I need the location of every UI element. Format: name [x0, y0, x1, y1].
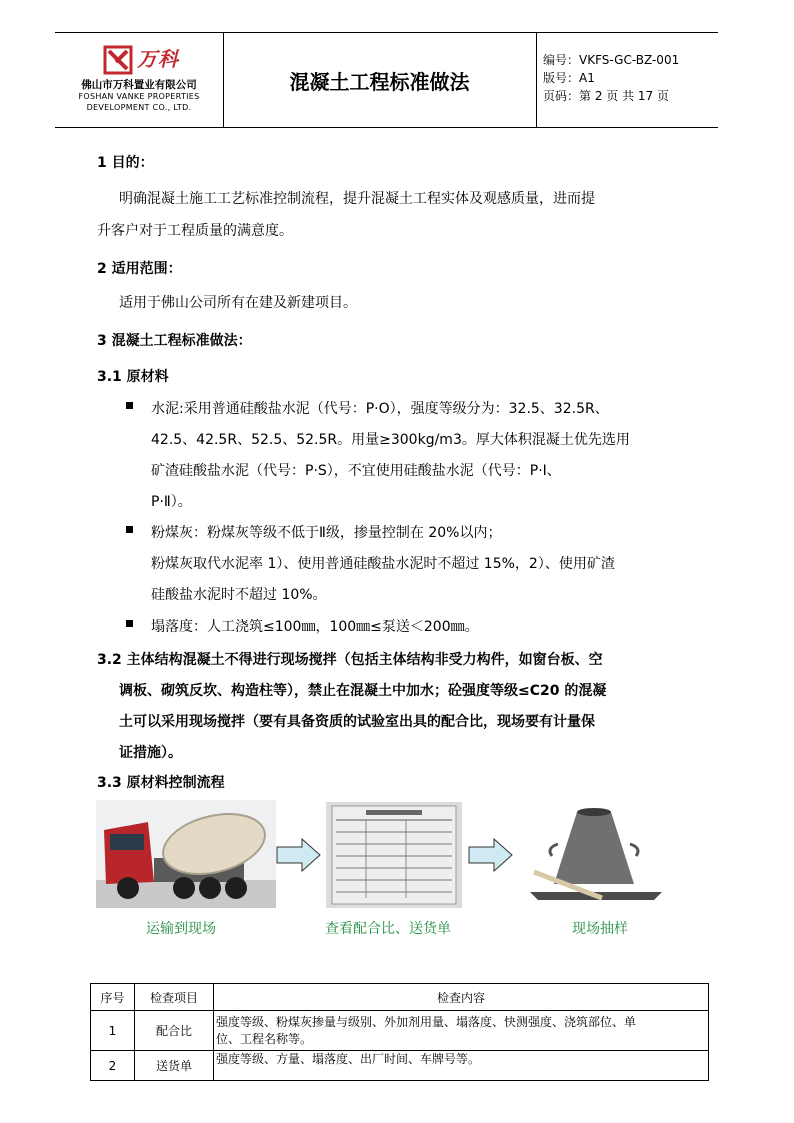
flow-arrow-icon	[276, 838, 322, 872]
document-title: 混凝土工程标准做法	[289, 70, 470, 94]
vanke-logo-icon	[103, 45, 133, 75]
document-header	[55, 32, 718, 128]
table-row	[91, 1011, 709, 1051]
section-3-2-line: 土可以采用现场搅拌（要有具备资质的试验室出具的配合比，现场要有计量保	[119, 714, 595, 730]
table-cell-content	[214, 1051, 709, 1081]
bullet-square-icon	[126, 526, 133, 533]
section-1-heading: 1 目的：	[97, 155, 154, 171]
table-header-row	[91, 984, 709, 1011]
company-name-cn: 佛山市万科置业有限公司	[81, 79, 197, 91]
flyash-line: 粉煤灰取代水泥率 1）、使用普通硅酸盐水泥时不超过 15%，2）、使用矿渣	[151, 556, 615, 572]
bullet-square-icon	[126, 620, 133, 627]
company-name-en-line2: DEVELOPMENT CO., LTD.	[86, 103, 192, 112]
table-cell-content-line: 强度等级、方量、塌落度、出厂时间、车牌号等。	[216, 1052, 481, 1066]
section-3-2-line: 证措施）。	[119, 745, 182, 761]
logo-brand-text: 万科	[137, 47, 179, 71]
table-cell-content-line: 位、工程名称等。	[216, 1031, 313, 1046]
table-cell-content-line: 强度等级、粉煤灰掺量与级别、外加剂用量、塌落度、快测强度、浇筑部位、单	[216, 1014, 637, 1029]
cement-line: P·Ⅱ）。	[151, 494, 192, 510]
section-3-2-line: 3.2 主体结构混凝土不得进行现场搅拌（包括主体结构非受力构件，如窗台板、空	[97, 652, 603, 668]
company-name-en-line1: FOSHAN VANKE PROPERTIES	[78, 92, 200, 101]
bullet-square-icon	[126, 402, 133, 409]
slump-line: 塌落度：人工浇筑≤100㎜，100㎜≤泵送＜200㎜。	[151, 619, 479, 635]
flow-caption-transport: 运输到现场	[146, 921, 216, 937]
section-1-line: 明确混凝土施工工艺标准控制流程，提升混凝土工程实体及观感质量，进而提	[119, 191, 595, 207]
section-3-2-line: 调板、砌筑反坎、构造柱等），禁止在混凝土中加水；砼强度等级≤C20 的混凝	[119, 683, 607, 699]
table-row	[91, 1051, 709, 1081]
table-cell-item: 配合比	[135, 1011, 214, 1051]
doc-number: 编号：VKFS-GC-BZ-001	[543, 53, 680, 67]
delivery-note-photo	[326, 802, 462, 908]
inspection-table	[90, 983, 709, 1081]
table-cell-content	[214, 1011, 709, 1051]
flow-caption-check-docs: 查看配合比、送货单	[325, 921, 451, 937]
table-header-content: 检查内容	[214, 984, 709, 1011]
document-meta	[543, 51, 679, 105]
cement-line: 42.5、42.5R、52.5、52.5R。用量≥300kg/m3。厚大体积混凝土优先选用	[151, 432, 630, 448]
doc-version: 版号：A1	[543, 71, 595, 85]
flyash-line: 粉煤灰：粉煤灰等级不低于Ⅱ级，掺量控制在 20%以内；	[151, 525, 502, 541]
section-2-heading: 2 适用范围：	[97, 261, 182, 277]
flow-caption-sampling: 现场抽样	[572, 921, 628, 937]
table-cell-no: 1	[91, 1011, 135, 1051]
cement-line: 水泥:采用普通硅酸盐水泥（代号：P·O），强度等级分为：32.5、32.5R、	[151, 401, 609, 417]
section-3-heading: 3 混凝土工程标准做法：	[97, 333, 252, 349]
section-1-line: 升客户对于工程质量的满意度。	[97, 223, 293, 239]
cement-line: 矿渣硅酸盐水泥（代号：P·S），不宜使用硅酸盐水泥（代号：P·Ⅰ、	[151, 463, 561, 479]
flyash-line: 硅酸盐水泥时不超过 10%。	[151, 587, 327, 603]
table-header-no: 序号	[91, 984, 135, 1011]
table-cell-no: 2	[91, 1051, 135, 1081]
section-2-line: 适用于佛山公司所有在建及新建项目。	[119, 295, 357, 311]
flow-arrow-icon	[468, 838, 514, 872]
concrete-truck-photo	[96, 800, 276, 908]
company-logo-block	[55, 33, 223, 127]
table-cell-item: 送货单	[135, 1051, 214, 1081]
section-3-1-heading: 3.1 原材料	[97, 369, 169, 385]
table-header-item: 检查项目	[135, 984, 214, 1011]
page-number: 页码：第 2 页 共 17 页	[543, 89, 669, 103]
section-3-3-heading: 3.3 原材料控制流程	[97, 775, 225, 791]
slump-cone-photo	[522, 800, 670, 910]
